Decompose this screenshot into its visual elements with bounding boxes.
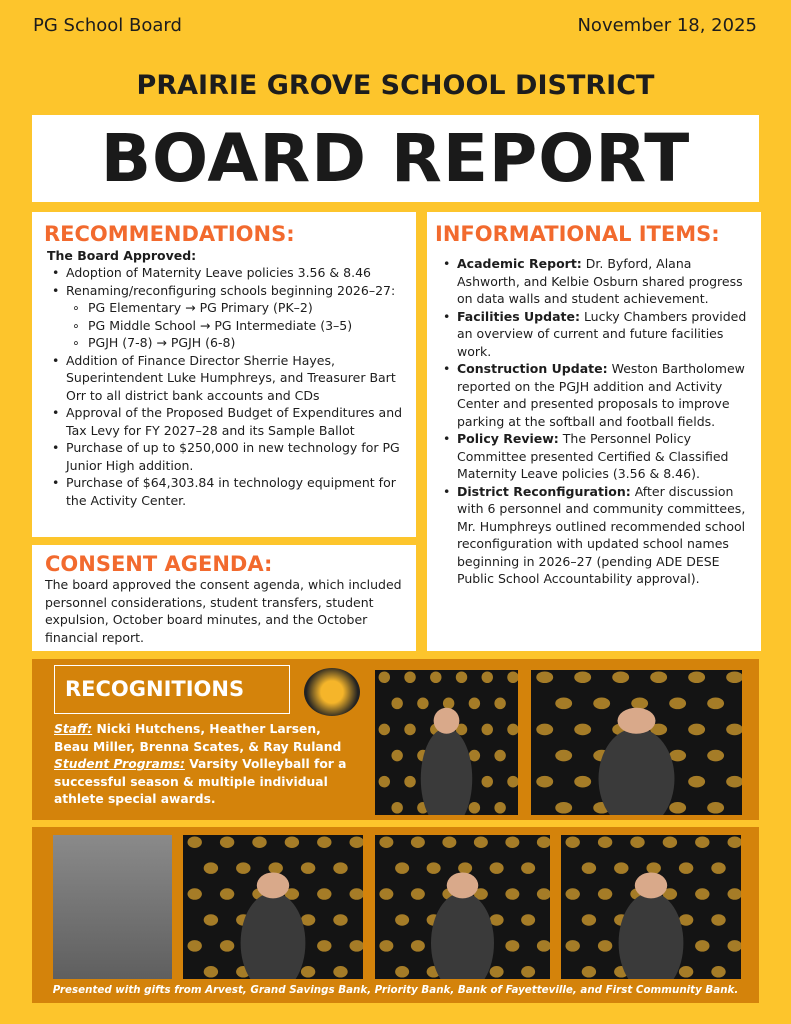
tiger-pattern-mark [391,750,402,762]
tiger-pattern-mark [411,836,425,848]
consent-heading: CONSENT AGENDA: [45,552,273,576]
informational-panel [427,212,761,651]
programs-text: Varsity Volleyball for a successful season & multiple individual athlete special awards. [54,757,347,806]
info-item-label: Construction Update: [457,361,608,376]
tiger-pattern-mark [379,836,393,848]
tiger-pattern-mark [521,862,535,874]
tiger-pattern-mark [711,914,725,926]
tiger-pattern-mark [285,836,299,848]
tiger-pattern-mark [612,671,629,683]
tiger-pattern-mark [566,836,580,848]
list-item: • Purchase of up to $250,000 in new technology for PG Junior High addition. [44,439,404,474]
info-item [435,255,753,308]
tiger-pattern-mark [469,750,480,762]
tiger-pattern-mark [505,888,519,900]
staff-label: Staff: [54,722,93,736]
tiger-pattern-mark [707,750,724,762]
list-item: • Approval of the Proposed Budget of Expenditures and Tax Levy for FY 2027–28 and its Sample Ballot [44,404,404,439]
tiger-pattern-mark [411,940,425,952]
tiger-pattern-mark [404,776,415,788]
tiger-pattern-mark [593,698,610,710]
tiger-pattern-mark [252,836,266,848]
tiger-pattern-mark [688,724,705,736]
list-item: • Renaming/reconfiguring schools beginning 2026–27: [44,282,404,300]
tiger-pattern-mark [574,776,591,788]
tiger-pattern-mark [333,966,347,978]
tiger-pattern-mark [728,888,742,900]
tiger-pattern-mark [598,888,612,900]
tiger-pattern-mark [679,966,693,978]
list-subitem: ∘ PGJH (7-8) → PGJH (6-8) [44,334,404,352]
recommendations-subheading: The Board Approved: [47,248,197,263]
tiger-pattern-mark [663,836,677,848]
tiger-pattern-mark [507,671,518,683]
tiger-pattern-mark [482,776,493,788]
tiger-pattern-mark [220,888,234,900]
info-item-label: Academic Report: [457,256,582,271]
tiger-pattern-mark [188,836,202,848]
tiger-pattern-mark [726,776,742,788]
tiger-pattern-mark [188,940,202,952]
tiger-pattern-mark [688,776,705,788]
info-item-label: Facilities Update: [457,308,580,324]
tiger-pattern-mark [301,862,315,874]
tiger-pattern-mark [647,862,661,874]
informational-heading: INFORMATIONAL ITEMS: [435,222,720,246]
tiger-pattern-mark [555,750,572,762]
info-item [435,308,753,361]
tiger-pattern-mark [536,724,553,736]
tiger-pattern-mark [630,836,644,848]
tiger-pattern-mark [236,862,250,874]
tiger-pattern-mark [417,698,428,710]
tiger-pattern-mark [695,836,709,848]
tiger-pattern-mark [395,862,409,874]
tiger-pattern-mark [695,888,709,900]
tiger-pattern-mark [598,940,612,952]
sponsor-caption: Presented with gifts from Arvest, Grand Savings Bank, Priority Bank, Bank of Fayetteville, and First Community Bank. [52,984,739,996]
staff-names: Nicki Hutchens, Heather Larsen, Beau Miller, Brenna Scates, & Ray Ruland [54,722,342,754]
tiger-pattern-mark [574,671,591,683]
tiger-pattern-mark [474,836,488,848]
tiger-pattern-mark [679,862,693,874]
tiger-pattern-mark [688,671,705,683]
info-item [435,483,753,588]
tiger-pattern-mark [490,914,504,926]
tiger-pattern-mark [707,698,724,710]
tiger-pattern-mark [204,914,218,926]
photos-band [32,827,759,1003]
staff-portrait-photo [53,835,172,979]
list-subitem: ∘ PG Middle School → PG Intermediate (3–5) [44,317,404,335]
tiger-pattern-mark [204,966,218,978]
tiger-pattern-mark [669,802,686,814]
tiger-pattern-mark [566,940,580,952]
tiger-pattern-mark [711,966,725,978]
tiger-pattern-mark [494,802,505,814]
tiger-pattern-mark [631,698,648,710]
tiger-pattern-mark [404,724,415,736]
tiger-pattern-mark [598,836,612,848]
info-item-label: Policy Review: [457,431,559,446]
tiger-pattern-mark [301,914,315,926]
tiger-pattern-mark [350,940,364,952]
info-item-label: District Reconfiguration: [457,483,631,499]
tiger-pattern-mark [427,862,441,874]
list-item: • Adoption of Maternity Leave policies 3.56 & 8.46 [44,264,404,282]
tiger-pattern-mark [469,802,480,814]
list-item: • Addition of Finance Director Sherrie Hayes, Superintendent Luke Humphreys, and Treasurer Bart Orr to all district bank accounts and CDs [44,352,404,405]
recognition-photo [531,670,742,815]
recognitions-text [54,721,354,809]
tiger-pattern-mark [726,724,742,736]
tiger-pattern-mark [507,776,518,788]
tiger-pattern-mark [507,724,518,736]
tiger-pattern-mark [379,724,390,736]
tiger-pattern-mark [333,914,347,926]
recommendations-heading: RECOMMENDATIONS: [44,222,295,246]
tiger-pattern-mark [695,940,709,952]
tiger-pattern-mark [505,940,519,952]
tiger-pattern-mark [555,802,572,814]
tiger-pattern-mark [204,862,218,874]
recognition-photo [375,670,518,815]
tiger-pattern-mark [669,750,686,762]
consent-agenda-panel [32,545,416,651]
tiger-pattern-mark [458,862,472,874]
report-date: November 18, 2025 [577,15,757,36]
tiger-pattern-mark [188,888,202,900]
tiger-pattern-mark [505,836,519,848]
tiger-pattern-mark [317,836,331,848]
tiger-pattern-mark [395,914,409,926]
tiger-pattern-mark [711,862,725,874]
tiger-pattern-mark [220,940,234,952]
district-name: PRAIRIE GROVE SCHOOL DISTRICT [136,70,655,101]
tiger-pattern-mark [669,698,686,710]
tiger-pattern-mark [443,698,454,710]
tiger-pattern-mark [333,862,347,874]
programs-label: Student Programs: [54,757,185,771]
tiger-pattern-mark [395,966,409,978]
tiger-pattern-mark [555,698,572,710]
recommendations-panel [32,212,416,537]
tiger-pattern-mark [574,724,591,736]
tiger-pattern-mark [482,671,493,683]
recognitions-band [32,659,759,820]
tiger-pattern-mark [456,671,467,683]
tiger-pattern-mark [350,836,364,848]
info-item [435,430,753,483]
tiger-pattern-mark [220,836,234,848]
recognition-photo [561,835,741,979]
tiger-pattern-mark [269,862,283,874]
tiger-pattern-mark [726,671,742,683]
tiger-pattern-mark [521,966,535,978]
tiger-pattern-mark [317,888,331,900]
tiger-pattern-mark [411,888,425,900]
tiger-pattern-mark [582,862,596,874]
tiger-pattern-mark [614,862,628,874]
tiger-pattern-mark [391,698,402,710]
tiger-pattern-mark [536,671,553,683]
tiger-pattern-mark [582,914,596,926]
tiger-pattern-mark [537,836,550,848]
tiger-pattern-mark [317,940,331,952]
tiger-pattern-mark [482,724,493,736]
info-item [435,360,753,430]
tiger-pattern-mark [404,671,415,683]
tiger-logo-icon [304,668,360,716]
tiger-pattern-mark [430,671,441,683]
tiger-pattern-mark [379,776,390,788]
info-item-text: Dr. Byford, Alana Ashworth, and Kelbie Osburn shared progress on data walls and student achievement. [457,256,743,306]
tiger-pattern-mark [490,862,504,874]
tiger-pattern-mark [301,966,315,978]
info-item-text: The Personnel Policy Committee presented Certified & Classified Maternity Leave policies (3.56 & 8.46). [457,431,729,481]
tiger-pattern-mark [707,802,724,814]
tiger-pattern-mark [537,940,550,952]
tiger-pattern-mark [566,888,580,900]
tiger-pattern-mark [521,914,535,926]
org-name: PG School Board [33,15,182,36]
info-item-text: Weston Bartholomew reported on the PGJH addition and Activity Center and presented proposals to improve parking at the softball and football fields. [457,361,745,429]
tiger-pattern-mark [494,698,505,710]
tiger-pattern-mark [442,836,456,848]
tiger-pattern-mark [494,750,505,762]
tiger-pattern-mark [728,836,742,848]
tiger-pattern-mark [350,888,364,900]
tiger-pattern-mark [650,671,667,683]
tiger-pattern-mark [537,888,550,900]
tiger-pattern-mark [728,940,742,952]
info-item-text: After discussion with 6 personnel and community committees, Mr. Humphreys outlined recommended school reconfiguration with updated school names beginning in 2026–27 (pending ADE DESE Public School Accountability approval). [457,483,746,586]
recognition-photo [375,835,550,979]
consent-text: The board approved the consent agenda, which included personnel considerations, student transfers, student expulsion, October board minutes, and the October financial report. [45,577,402,645]
page-title: BOARD REPORT [32,115,759,202]
recognitions-heading: RECOGNITIONS [54,665,290,714]
tiger-pattern-mark [469,698,480,710]
list-subitem: ∘ PG Elementary → PG Primary (PK–2) [44,299,404,317]
tiger-pattern-mark [679,914,693,926]
tiger-pattern-mark [391,802,402,814]
tiger-pattern-mark [379,888,393,900]
recognition-photo [183,835,363,979]
list-item: • Purchase of $64,303.84 in technology equipment for the Activity Center. [44,474,404,509]
tiger-pattern-mark [490,966,504,978]
tiger-pattern-mark [536,776,553,788]
tiger-pattern-mark [379,671,390,683]
info-item-text: Lucky Chambers provided an overview of current and future facilities work. [457,308,747,359]
tiger-pattern-mark [582,966,596,978]
tiger-pattern-mark [379,940,393,952]
